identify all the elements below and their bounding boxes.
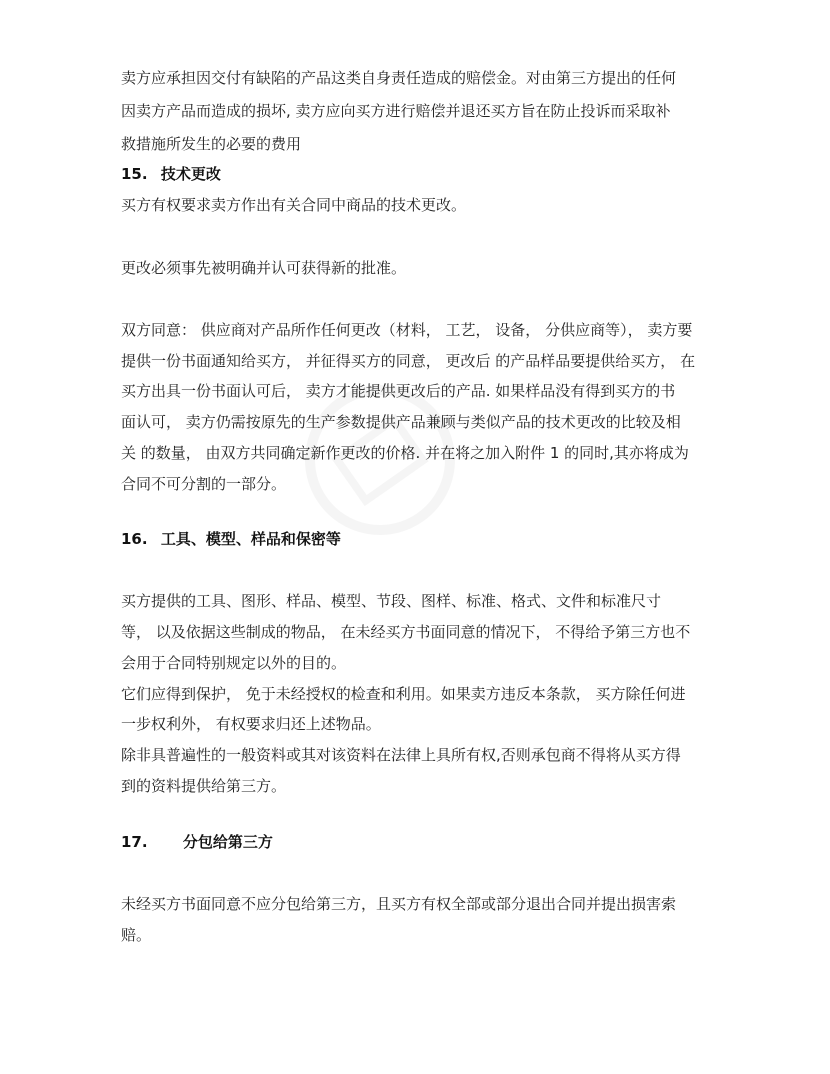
section-17-para-1-line-2: 赔。 (121, 926, 152, 944)
section-15-para-3-line-6: 合同不可分割的一部分。 (121, 475, 287, 493)
section-16-para-2-line-1: 它们应得到保护， 免于未经授权的检查和利用。如果卖方违反本条款， 买方除任何进 (121, 685, 686, 703)
section-15-para-1: 买方有权要求卖方作出有关合同中商品的技术更改。 (121, 196, 467, 214)
section-15-para-3-line-2: 提供一份书面通知给买方， 并征得买方的同意， 更改后 的产品样品要提供给买方， 在 (121, 352, 696, 370)
section-15-title: 技术更改 (160, 165, 221, 183)
section-16-para-1-line-3: 会用于合同特别规定以外的目的。 (121, 654, 347, 672)
section-15-para-3-line-3: 买方出具一份书面认可后， 卖方才能提供更改后的产品. 如果样品没有得到买方的书 (121, 382, 676, 400)
intro-line-2: 因卖方产品而造成的损坏, 卖方应向买方进行赔偿并退还买方旨在防止投诉而采取补 (121, 102, 671, 120)
section-16-para-2-line-2: 一步权利外， 有权要求归还上述物品。 (121, 715, 381, 733)
section-16-para-3-line-1: 除非具普遍性的一般资料或其对该资料在法律上具所有权,否则承包商不得将从买方得 (121, 746, 681, 764)
section-15-number: 15. (121, 165, 148, 183)
section-17-heading (121, 832, 273, 852)
section-15-heading (121, 164, 221, 184)
section-15-para-3-line-4: 面认可， 卖方仍需按原先的生产参数提供产品兼顾与类似产品的技术更改的比较及相 (121, 413, 681, 431)
section-15-para-3-line-1: 双方同意： 供应商对产品所作任何更改（材料， 工艺， 设备， 分供应商等）， 卖方要 (121, 321, 693, 339)
section-16-title: 工具、模型、样品和保密等 (160, 530, 341, 548)
section-17-number: 17. (121, 833, 148, 851)
section-17-title: 分包给第三方 (182, 833, 273, 851)
section-15-para-2: 更改必须事先被明确并认可获得新的批准。 (121, 259, 407, 277)
section-16-para-1-line-2: 等， 以及依据这些制成的物品， 在未经买方书面同意的情况下， 不得给予第三方也不 (121, 623, 691, 641)
section-16-para-3-line-2: 到的资料提供给第三方。 (121, 777, 287, 795)
section-16-para-1-line-1: 买方提供的工具、图形、样品、模型、节段、图样、标准、格式、文件和标准尺寸 (121, 592, 662, 610)
intro-line-3: 救措施所发生的必要的费用 (121, 135, 302, 153)
section-17-para-1-line-1: 未经买方书面同意不应分包给第三方，且买方有权全部或部分退出合同并提出损害索 (121, 895, 677, 913)
section-16-number: 16. (121, 530, 148, 548)
section-15-para-3-line-5: 关 的数量， 由双方共同确定新作更改的价格. 并在将之加入附件 1 的同时,其亦将成为 (121, 444, 689, 462)
intro-line-1: 卖方应承担因交付有缺陷的产品这类自身责任造成的赔偿金。对由第三方提出的任何 (121, 69, 677, 87)
section-16-heading (121, 529, 341, 549)
